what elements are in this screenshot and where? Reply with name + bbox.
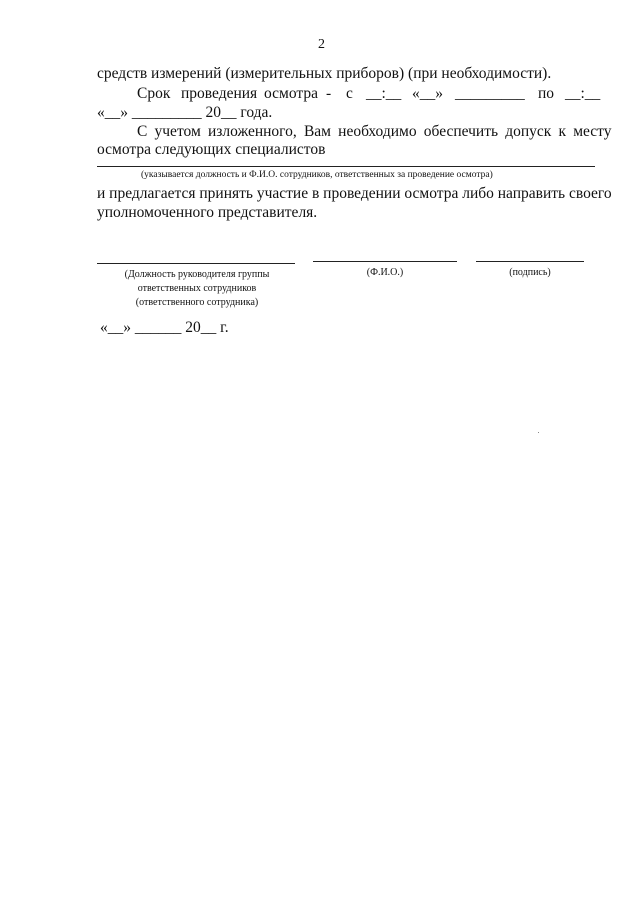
sign-signature-line — [476, 261, 584, 262]
start-month-blank: _________ — [455, 85, 525, 102]
term-word-osmotra: осмотра — [264, 85, 318, 102]
term-word-s: с — [346, 85, 353, 102]
name-signature-line — [313, 261, 457, 262]
sign-caption: (подпись) — [509, 267, 551, 278]
term-dash: - — [326, 85, 332, 102]
text-line-3: «__» _________ 20__ года. — [97, 104, 273, 121]
text-line-1: средств измерений (измерительных приборов) (при необходимости). — [97, 65, 552, 82]
page-number: 2 — [318, 37, 325, 52]
text-line-4: С учетом изложенного, Вам необходимо обеспечить допуск к месту — [137, 123, 612, 140]
scan-speck — [538, 432, 539, 433]
term-word-srok: Срок — [137, 85, 171, 102]
start-day-blank: «__» — [412, 85, 443, 102]
term-word-po: по — [538, 85, 555, 102]
term-word-provedeniya: проведения — [181, 85, 258, 102]
date-line: «__» ______ 20__ г. — [100, 319, 229, 336]
text-line-6: и предлагается принять участие в проведении осмотра либо направить своего — [97, 185, 612, 202]
position-caption: (Должность руководителя группы ответственных сотрудников (ответственного сотрудника) — [124, 269, 270, 308]
start-time-blank: __:__ — [366, 85, 402, 102]
end-time-blank: __:__ — [565, 85, 601, 102]
position-signature-line — [97, 263, 295, 264]
specialists-hint: (указывается должность и Ф.И.О. сотрудников, ответственных за проведение осмотра) — [141, 170, 493, 180]
text-line-7: уполномоченного представителя. — [97, 204, 318, 221]
text-line-5: осмотра следующих специалистов — [97, 141, 326, 158]
name-caption: (Ф.И.О.) — [366, 267, 404, 278]
specialists-underline — [97, 166, 595, 167]
